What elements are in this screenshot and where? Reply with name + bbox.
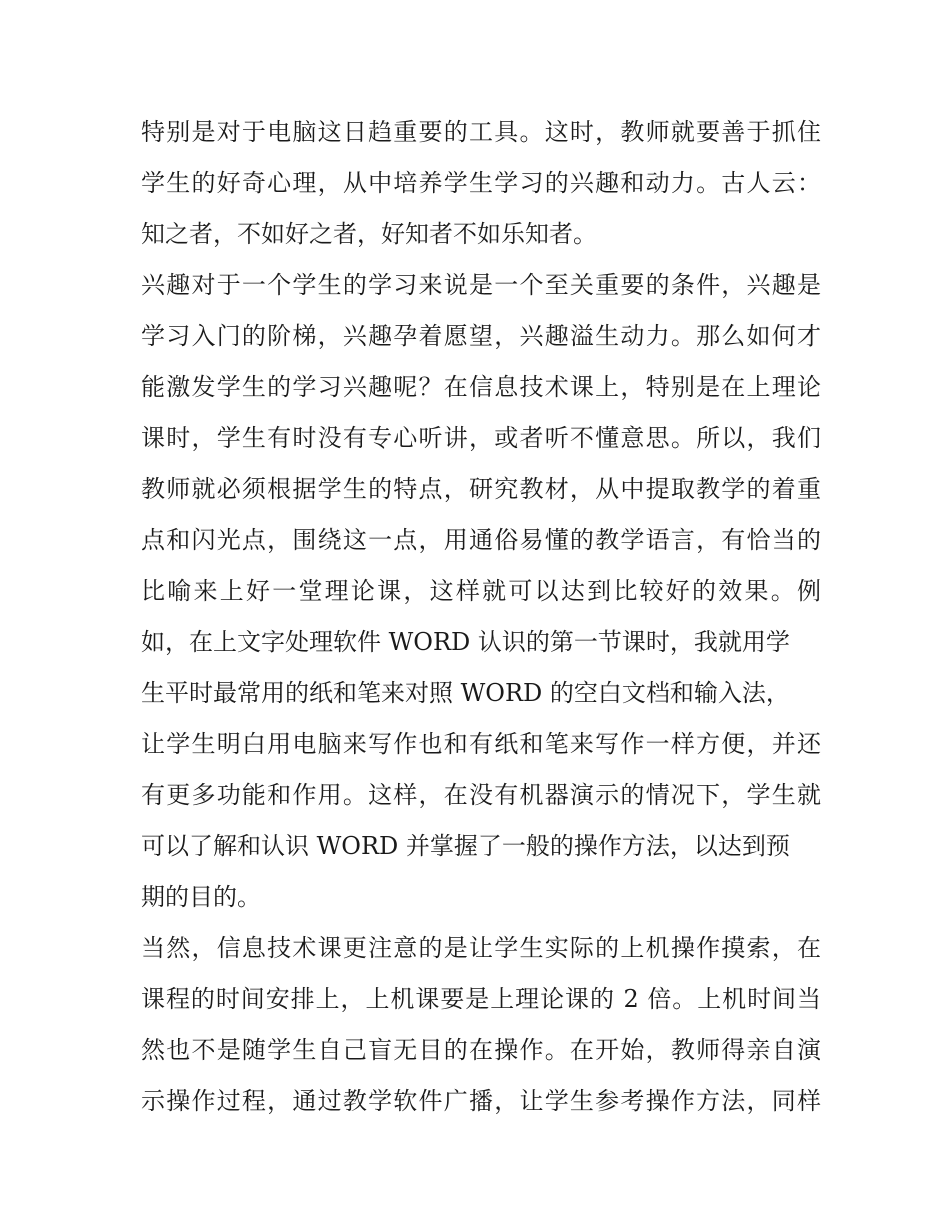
text-line: 让学生明白用电脑来写作也和有纸和笔来写作一样方便，并还 — [141, 730, 821, 758]
text-line: 示操作过程，通过教学软件广播，让学生参考操作方法，同样 — [141, 1087, 821, 1115]
text-line: 学生的好奇心理，从中培养学生学习的兴趣和动力。古人云： — [141, 169, 821, 197]
text-line: 教师就必须根据学生的特点，研究教材，从中提取教学的着重 — [141, 475, 821, 503]
text-line: 生平时最常用的纸和笔来对照 WORD 的空白文档和输入法， — [141, 679, 790, 707]
text-line: 课程的时间安排上，上机课要是上理论课的 2 倍。上机时间当 — [141, 985, 821, 1013]
text-line: 点和闪光点，围绕这一点，用通俗易懂的教学语言，有恰当的 — [141, 526, 821, 554]
text-line: 知之者，不如好之者，好知者不如乐知者。 — [141, 220, 597, 248]
body-text — [141, 107, 821, 1127]
text-line: 期的目的。 — [141, 883, 261, 911]
text-line: 当然，信息技术课更注意的是让学生实际的上机操作摸索，在 — [141, 934, 821, 962]
text-line: 兴趣对于一个学生的学习来说是一个至关重要的条件，兴趣是 — [141, 271, 821, 299]
text-line: 可以了解和认识 WORD 并掌握了一般的操作方法，以达到预 — [141, 832, 790, 860]
text-line: 学习入门的阶梯，兴趣孕着愿望，兴趣溢生动力。那么如何才 — [141, 322, 821, 350]
text-line: 比喻来上好一堂理论课，这样就可以达到比较好的效果。例 — [141, 577, 821, 605]
text-line: 课时，学生有时没有专心听讲，或者听不懂意思。所以，我们 — [141, 424, 821, 452]
text-line: 然也不是随学生自己盲无目的在操作。在开始，教师得亲自演 — [141, 1036, 821, 1064]
text-line: 如，在上文字处理软件 WORD 认识的第一节课时，我就用学 — [141, 628, 790, 656]
text-line: 特别是对于电脑这日趋重要的工具。这时，教师就要善于抓住 — [141, 118, 821, 146]
text-line: 有更多功能和作用。这样，在没有机器演示的情况下，学生就 — [141, 781, 821, 809]
text-line: 能激发学生的学习兴趣呢？在信息技术课上，特别是在上理论 — [141, 373, 821, 401]
